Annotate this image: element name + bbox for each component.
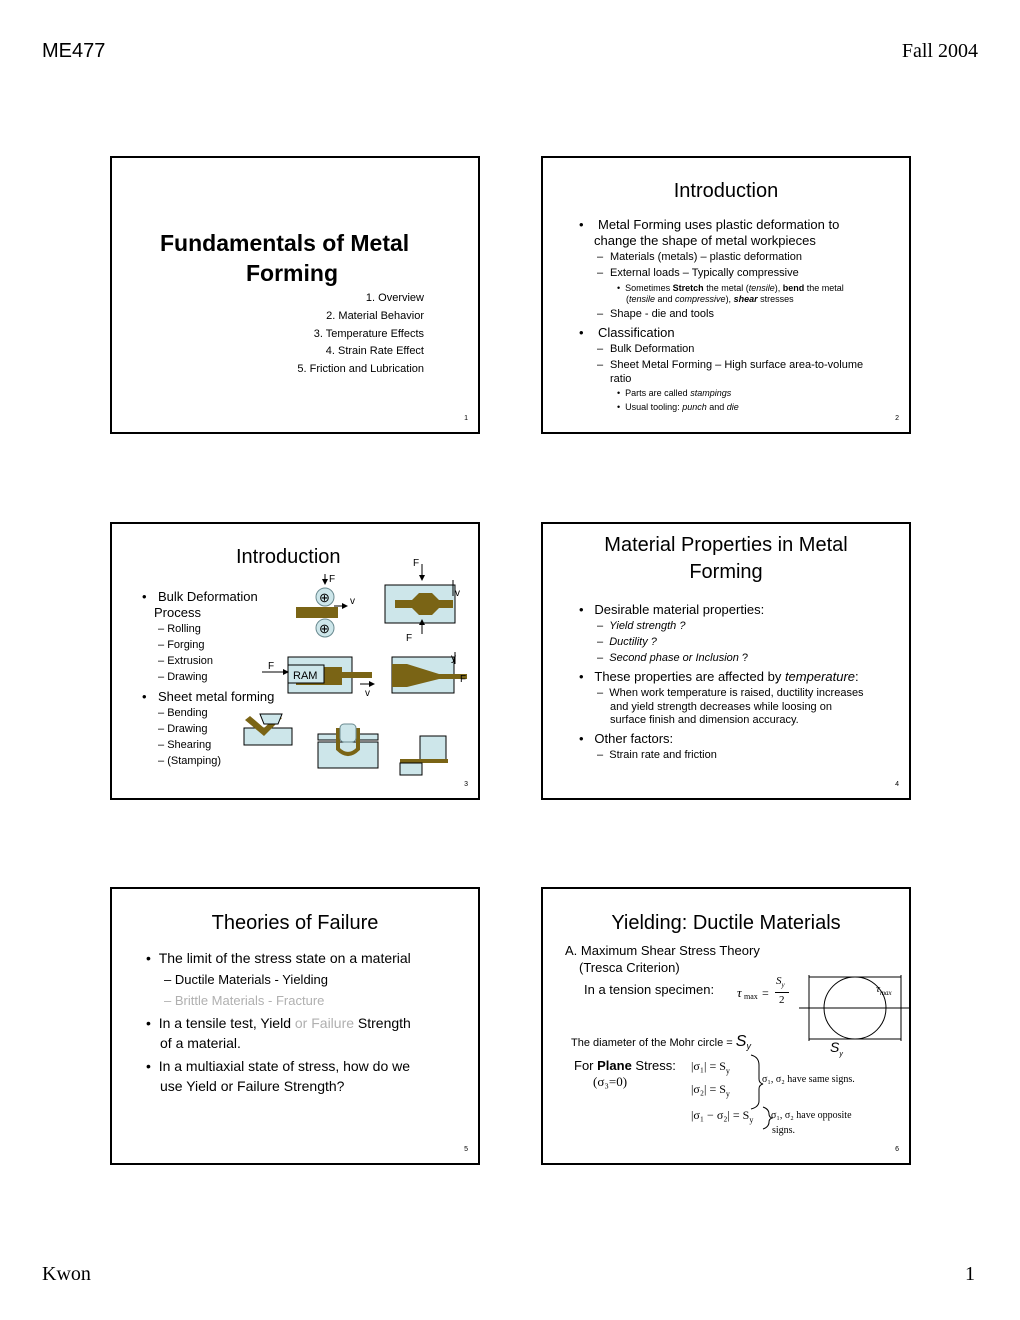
outline-item: 4. Strain Rate Effect (325, 345, 424, 358)
sub-item-cont: and yield strength decreases while loosing on (610, 701, 832, 713)
sub-text: – Shearing (158, 739, 212, 751)
velocity-label: v (365, 688, 370, 699)
sub-item: – Yield strength ? (597, 620, 686, 632)
slide-title-line2: Forming (689, 561, 763, 583)
sub-item: – Ductility ? (597, 636, 657, 648)
mohr-diameter-text: The diameter of the Mohr circle = $S_y$ (571, 1033, 751, 1052)
sub-dash: – (597, 359, 604, 371)
slide-title: Introduction (673, 180, 779, 202)
tau-max-label: $\tau_{max}$ (876, 983, 892, 998)
bullet-text: Classification (598, 325, 675, 340)
bending-diagram (244, 714, 292, 745)
tau-symbol: τ (737, 985, 742, 1000)
slide-title-line1: Material Properties in Metal (604, 534, 848, 556)
outline-list (297, 290, 424, 379)
bullet-item-cont: use Yield or Failure Strength? (160, 1078, 345, 1094)
outline-item: 2. Material Behavior (326, 309, 424, 322)
shearing-diagram (400, 736, 448, 775)
slide-number: 2 (895, 415, 899, 422)
plane-stress-label: For Plane Stress: (574, 1058, 676, 1073)
sub-text: ratio (610, 373, 632, 385)
sub-text: – Bending (158, 707, 208, 719)
sub-item: – Second phase or Inclusion ? (597, 652, 749, 664)
slide-title: Theories of Failure (211, 912, 379, 934)
slide-1 (110, 156, 480, 434)
bullet-item: • Other factors: (579, 731, 674, 746)
bullet-item-cont: of a material. (160, 1035, 241, 1051)
fraction-numerator: $S_y$ (776, 975, 785, 990)
force-label: F (406, 633, 413, 644)
sub-item-cont: surface finish and dimension accuracy. (610, 714, 799, 726)
slide-number: 5 (464, 1146, 468, 1153)
footer-left: Kwon (42, 1263, 91, 1285)
bullet-dot: • (142, 589, 147, 604)
sub-text: Sheet Metal Forming – High surface area-to-volume (610, 359, 864, 371)
tau-subscript: max (744, 992, 758, 1001)
same-sign-note: σ₁, σ₂ have same signs. (762, 1074, 855, 1085)
extrusion-diagram (262, 657, 374, 699)
force-label: F (268, 661, 275, 672)
outline-item: 5. Friction and Lubrication (297, 363, 424, 376)
slide-number: 3 (464, 781, 468, 788)
rolling-roll-symbol: ⊕ (319, 590, 330, 605)
equation-2: $|\sigma_2| = S_y$ (691, 1082, 730, 1099)
sub-item: – Strain rate and friction (597, 749, 717, 761)
sub-dash: – (597, 343, 604, 355)
slide-title: Yielding: Ductile Materials (611, 912, 841, 934)
bullet-item: • These properties are affected by temperature: (579, 669, 859, 684)
outline-item: 1. Overview (365, 292, 424, 304)
tension-label: In a tension specimen: (584, 982, 715, 997)
sub-item: – Brittle Materials - Fracture (164, 993, 325, 1008)
bullet-item: • In a multiaxial state of stress, how do we (146, 1058, 411, 1074)
subsub-item: • Sometimes Stretch the metal (tensile), bend the metal (617, 283, 844, 293)
opposite-sign-note: σ₁, σ₂ have opposite (771, 1110, 852, 1121)
sub-text: – Forging (158, 639, 205, 651)
sub-text: Bulk Deformation (610, 343, 695, 355)
bullet-text: Sheet metal forming (158, 689, 275, 704)
velocity-label: v (455, 588, 460, 599)
ram-label: RAM (293, 670, 318, 682)
bullet-text: change the shape of metal workpieces (594, 233, 816, 248)
direction-label: y (451, 653, 456, 664)
sub-text: – Extrusion (158, 655, 214, 667)
slide-title-line1: Fundamentals of Metal (160, 230, 410, 256)
sub-text: – Drawing (158, 671, 208, 683)
brace-lines (543, 889, 909, 1163)
equation-1: $|\sigma_1| = S_y$ (691, 1059, 730, 1076)
fraction-denominator: 2 (779, 994, 785, 1006)
bullet-dot: • (579, 325, 584, 340)
rolling-diagram (296, 574, 355, 637)
slide-title: Introduction (236, 546, 341, 568)
sub-text: – (Stamping) (158, 755, 221, 767)
slide-4 (541, 522, 911, 800)
sub-text: – Rolling (158, 623, 201, 635)
force-label: F (329, 574, 336, 585)
slide-3 (110, 522, 480, 800)
bullet-text: Bulk Deformation (158, 589, 258, 604)
deep-drawing-diagram (318, 724, 378, 768)
equation-3: $|\sigma_1 - \sigma_2| = S_y$ (691, 1108, 754, 1125)
header-left: ME477 (42, 40, 106, 62)
opposite-sign-note-cont: signs. (772, 1125, 796, 1136)
subsub-item: (tensile and compressive), shear stresses (626, 294, 794, 304)
subsub-item: • Usual tooling: punch and die (617, 402, 739, 412)
sub-text: Shape - die and tools (610, 308, 714, 320)
equals-sign: = (762, 986, 769, 1000)
wire-drawing-diagram (392, 652, 467, 693)
velocity-label: v (350, 596, 355, 607)
theory-heading: A. Maximum Shear Stress Theory (565, 943, 760, 958)
bullet-text: Metal Forming uses plastic deformation to (598, 217, 840, 232)
slide-number: 6 (895, 1146, 899, 1153)
sub-item: – When work temperature is raised, ductility increases (597, 687, 864, 699)
bullet-item: • The limit of the stress state on a material (146, 950, 411, 966)
bullet-dot: • (579, 217, 584, 232)
slide-number: 4 (895, 781, 899, 788)
bullet-dot: • (142, 689, 147, 704)
slide-title-line2: Forming (246, 260, 338, 286)
sub-dash: – (597, 267, 604, 279)
sub-item: – Ductile Materials - Yielding (164, 972, 329, 987)
outline-item: 3. Temperature Effects (313, 327, 424, 340)
header-right: Fall 2004 (901, 40, 978, 62)
sigma3-zero: (σ₃=0) (593, 1074, 628, 1089)
subsub-item: • Parts are called stampings (617, 388, 732, 398)
sub-text: Materials (metals) – plastic deformation (610, 251, 802, 263)
slide-5 (110, 887, 480, 1165)
sy-diameter-label: $S_y$ (830, 1039, 843, 1058)
sub-text: – Drawing (158, 723, 208, 735)
force-label: F (460, 674, 467, 685)
bullet-text: Process (154, 605, 201, 620)
forging-diagram (385, 558, 460, 644)
footer-right: 1 (965, 1263, 975, 1285)
sub-dash: – (597, 251, 604, 263)
forming-process-diagrams (112, 524, 478, 798)
slide-number: 1 (464, 415, 468, 422)
slide-2 (541, 156, 911, 434)
force-label: F (413, 558, 420, 569)
theory-heading: (Tresca Criterion) (579, 960, 680, 975)
slide-6 (541, 887, 911, 1165)
sub-dash: – (597, 308, 604, 320)
bullet-item: • In a tensile test, Yield or Failure Strength (146, 1015, 411, 1031)
bullet-item: • Desirable material properties: (579, 602, 765, 617)
rolling-roll-symbol: ⊕ (319, 621, 330, 636)
sub-text: External loads – Typically compressive (610, 267, 799, 279)
